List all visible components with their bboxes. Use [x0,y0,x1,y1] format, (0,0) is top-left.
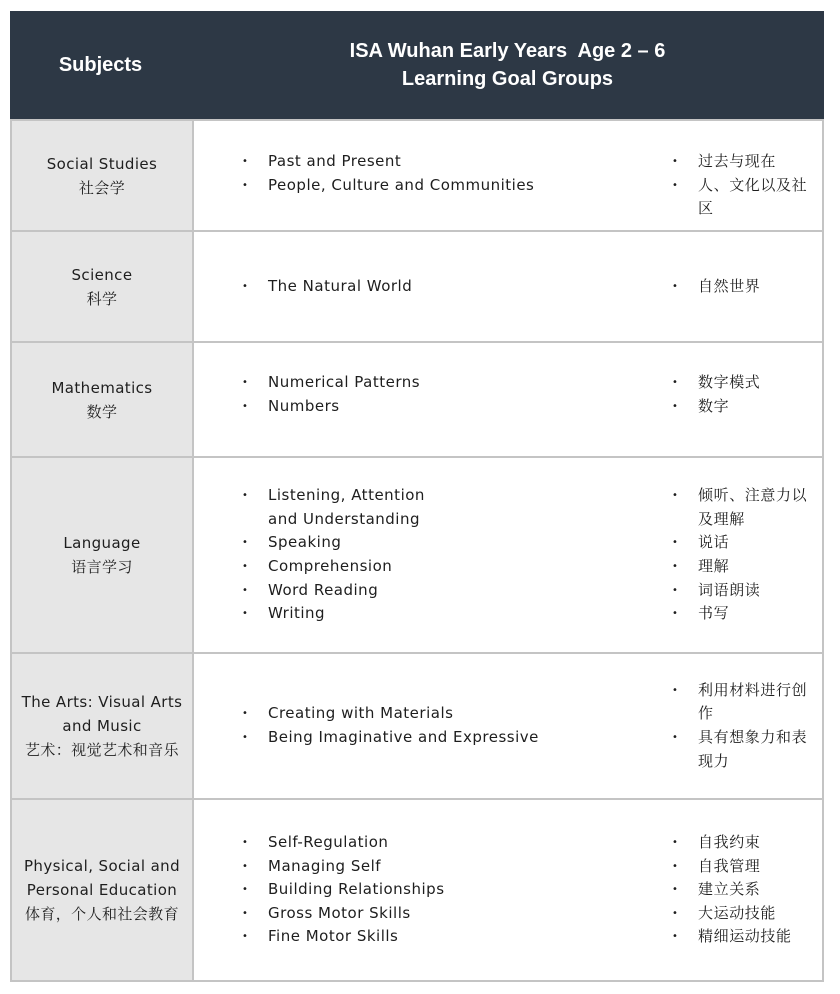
list-item: • 书写 [672,602,822,626]
subject-name-zh: 科学 [86,289,118,308]
goals-cell [194,800,824,980]
list-item: • Listening, Attention and Understanding [242,484,457,531]
subject-name-en: Science [71,265,133,284]
list-item: • Numbers [242,395,420,419]
goals-list-zh [672,484,822,626]
table-title-line1: ISA Wuhan Early Years Age 2 – 6 [349,40,666,62]
table-row [10,343,824,458]
subject-cell [10,232,194,341]
table-title [191,11,824,119]
subject-name-zh: 数学 [86,402,118,421]
list-item: • 数字 [672,395,760,419]
list-item: • 词语朗读 [672,579,822,603]
list-item: • 建立关系 [672,878,792,902]
list-item: • Building Relationships [242,878,445,902]
subject-name-en-line2: and Music [62,717,142,735]
subject-name-zh: 语言学习 [71,558,133,576]
list-item: • The Natural World [242,275,412,299]
list-item: • Gross Motor Skills [242,902,445,926]
subject-cell [10,654,194,798]
table-row [10,800,824,982]
subject-name-en: Social Studies [46,154,158,173]
list-item: • Writing [242,602,457,626]
subject-name-en: Mathematics [51,378,153,397]
list-item: • 精细运动技能 [672,925,792,949]
list-item: • 具有想象力和表现力 [672,726,822,773]
table-row [10,119,824,232]
list-item: • 倾听、注意力以及理解 [672,484,822,531]
goals-cell [194,121,824,230]
list-item: • Being Imaginative and Expressive [242,726,539,750]
goals-list-zh [672,831,792,949]
goals-cell [194,343,824,456]
list-item: • Self-Regulation [242,831,445,855]
list-item: • 数字模式 [672,371,760,395]
goals-list-en [242,371,420,418]
list-item: • Managing Self [242,855,445,879]
table-row [10,654,824,800]
goals-cell [194,232,824,341]
learning-goals-table [10,11,824,982]
subject-name-zh: 社会学 [78,178,126,197]
subject-name-zh: 体育，个人和社会教育 [24,905,179,923]
list-item: • Past and Present [242,150,534,174]
table-title-line2: Learning Goal Groups [401,68,614,90]
subjects-header: Subjects [58,53,143,76]
list-item: • 过去与现在 [672,150,822,174]
list-item: • 说话 [672,531,822,555]
table-row [10,232,824,343]
list-item: • 理解 [672,555,822,579]
list-item: • Numerical Patterns [242,371,420,395]
list-item: • 利用材料进行创作 [672,679,822,726]
list-item: • People, Culture and Communities [242,174,534,198]
list-item: • 自我管理 [672,855,792,879]
goals-cell [194,654,824,798]
list-item: • 大运动技能 [672,902,792,926]
subject-cell [10,458,194,652]
list-item: • Word Reading [242,579,457,603]
subject-name-en-line1: The Arts: Visual Arts [21,693,183,711]
goals-cell [194,458,824,652]
subject-name-en-line1: Physical, Social and [23,857,180,875]
goals-list-zh [672,371,760,418]
goals-list-zh [672,679,822,773]
list-item: • Comprehension [242,555,457,579]
list-item: • Fine Motor Skills [242,925,445,949]
goals-list-zh [672,150,822,221]
goals-list-en [242,702,539,749]
subject-name-zh: 艺术：视觉艺术和音乐 [24,741,179,759]
goals-list-en [242,831,445,949]
subject-name-en: Language [63,534,141,552]
list-item: • 人、文化以及社区 [672,174,822,221]
goals-list-zh [672,275,760,299]
list-item: • Speaking [242,531,457,555]
goals-list-en [242,150,534,197]
subject-cell [10,343,194,456]
subject-cell [10,800,194,980]
list-item: • 自我约束 [672,831,792,855]
goals-list-en [242,484,457,626]
table-header [10,11,824,119]
goals-list-en [242,275,412,299]
list-item: • Creating with Materials [242,702,539,726]
subject-cell [10,121,194,230]
table-row [10,458,824,654]
list-item: • 自然世界 [672,275,760,299]
subject-name-en-line2: Personal Education [26,881,178,899]
